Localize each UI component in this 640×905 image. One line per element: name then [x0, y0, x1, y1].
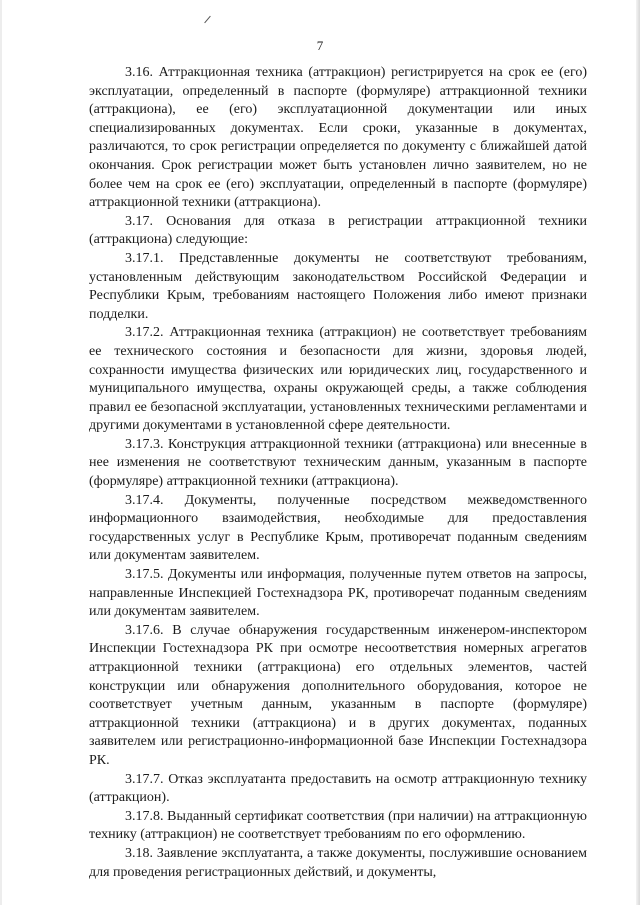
- paragraph-3-17-1: 3.17.1. Представленные документы не соответствуют требованиям, установленным действующим законодательством Российской Федерации и Республики Крым, требованиям настоящего Положения либо имеют признаки подделки.: [89, 250, 587, 322]
- paragraph-3-18: 3.18. Заявление эксплуатанта, а также документы, послужившие основанием для проведения регистрационных действий, и документы,: [89, 845, 587, 880]
- scan-edge-right: [636, 0, 640, 905]
- paragraph-3-17-4: 3.17.4. Документы, полученные посредством межведомственного информационного взаимодействия, необходимые для предоставления государственных услуг в Республике Крым, противоречат поданным сведениям или документам заявителем.: [89, 492, 587, 564]
- paragraph-3-17-3: 3.17.3. Конструкция аттракционной техники (аттракциона) или внесенные в нее изменения не соответствуют техническим данным, указанным в паспорте (формуляре) аттракционной техники (аттракциона).: [89, 436, 587, 490]
- scan-edge-left: [0, 0, 2, 905]
- pen-mark: [204, 16, 211, 24]
- paragraph-3-17-2: 3.17.2. Аттракционная техника (аттракцион) не соответствует требованиям ее технического состояния и безопасности для жизни, здоровья людей, сохранности имущества физических или юридических лиц, государственного и муниципального имущества, охраны окружающей среды, а также соблюдения правил ее безопасной эксплуатации, установленных техническими регламентами и другими документами в установленной сфере деятельности.: [89, 325, 587, 434]
- paragraph-3-16: 3.16. Аттракционная техника (аттракцион) регистрируется на срок ее (его) эксплуатации, определенный в паспорте (формуляре) аттракционной техники (аттракциона), ее (его) эксплуатационной документации или иных специализированных документах. Если сроки, указанные в документах, различаются, то срок регистрации определяется по документу с ближайшей датой окончания. Срок регистрации может быть установлен лично заявителем, но не более чем на срок ее (его) эксплуатации, определенный в паспорте (формуляре) аттракционной техники (аттракциона).: [89, 65, 587, 211]
- paragraph-3-17: 3.17. Основания для отказа в регистрации аттракционной техники (аттракциона) следующие:: [89, 213, 587, 248]
- paragraph-3-17-5: 3.17.5. Документы или информация, полученные путем ответов на запросы, направленные Инспекцией Гостехнадзора РК, противоречат поданным сведениям или документам заявителем.: [89, 567, 587, 620]
- paragraph-3-17-7: 3.17.7. Отказ эксплуатанта предоставить на осмотр аттракционную технику (аттракцион).: [89, 771, 587, 806]
- document-body: [89, 64, 587, 882]
- paragraph-3-17-6: 3.17.6. В случае обнаружения государственным инженером-инспектором Инспекции Гостехнадзора РК при осмотре несоответствия номерных агрегатов аттракционной техники (аттракциона) его отдельных элементов, частей конструкции или обнаружения дополнительного оборудования, которое не соответствует учетным данным, указанным в паспорте (формуляре) аттракционной техники (аттракциона) и в других документах, поданных заявителем или регистрационно-информационной базе Инспекции Гостехнадзора РК.: [89, 622, 587, 768]
- page-number: 7: [316, 38, 324, 53]
- paragraph-3-17-8: 3.17.8. Выданный сертификат соответствия (при наличии) на аттракционную технику (аттракцион) не соответствует требованиям по его оформлению.: [89, 808, 587, 843]
